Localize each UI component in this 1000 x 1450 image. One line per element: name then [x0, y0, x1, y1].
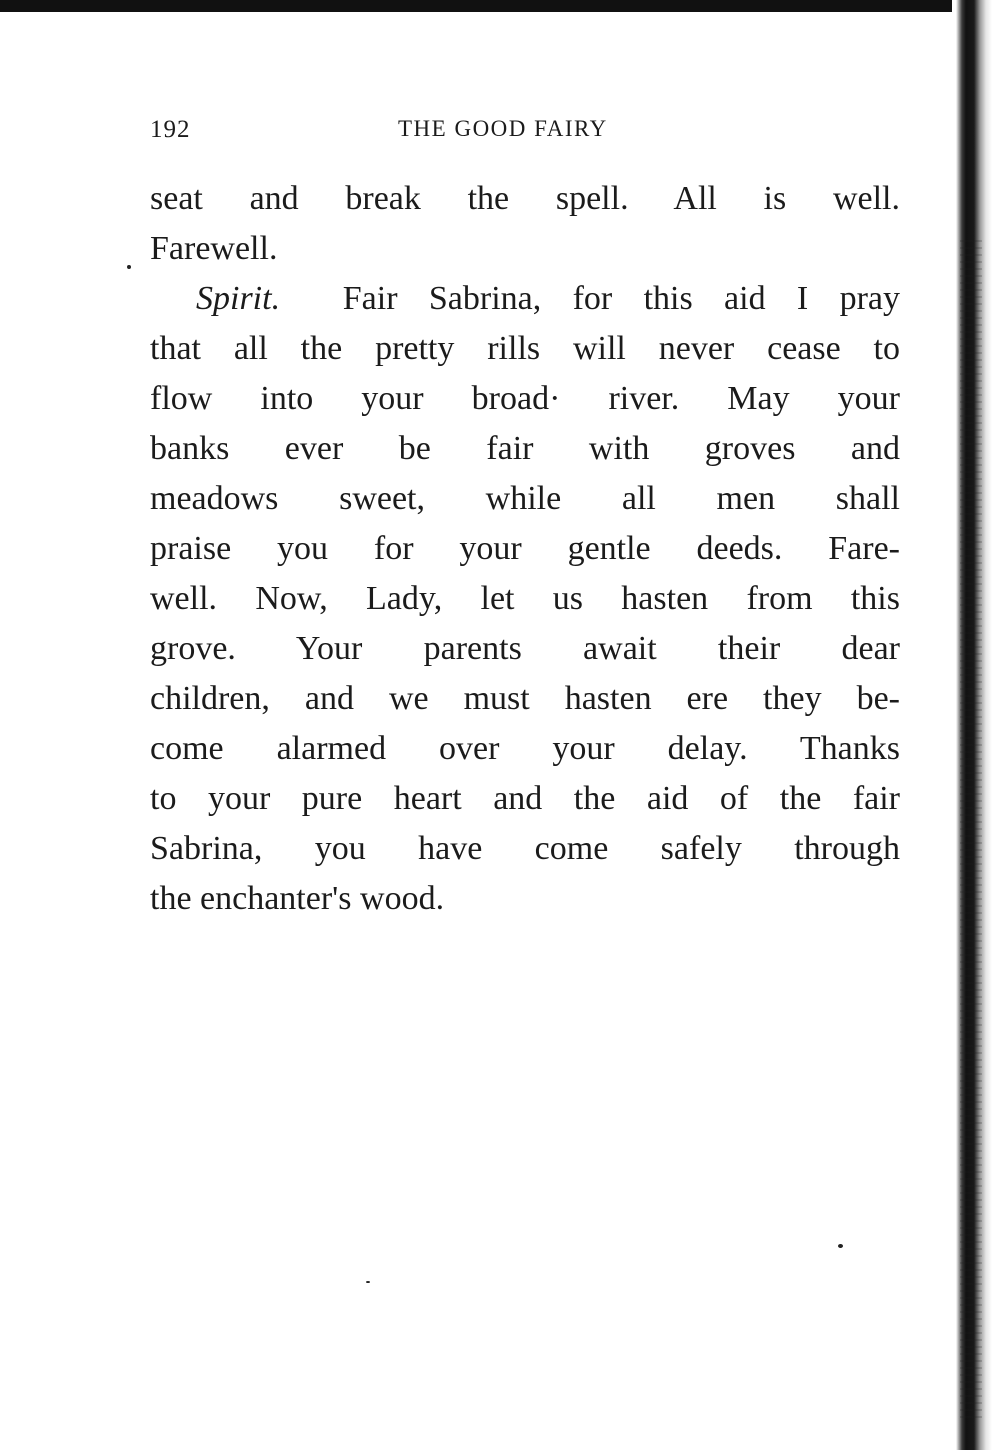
text-line-rest: Fair Sabrina, for this aid I pray — [342, 280, 900, 317]
running-header — [150, 112, 900, 152]
text-line: come alarmed over your delay. Thanks — [150, 730, 900, 767]
page-top-shadow — [0, 0, 1000, 12]
gutter-noise — [960, 240, 982, 1420]
text-line: Farewell. — [150, 230, 278, 267]
page-number: 192 — [150, 116, 191, 143]
text-line: grove. Your parents await their dear — [150, 630, 900, 667]
text-line: children, and we must hasten ere they be- — [150, 680, 900, 717]
text-line: banks ever be fair with groves and — [150, 430, 900, 467]
text-line: the enchanter's wood. — [150, 880, 445, 917]
text-line: meadows sweet, while all men shall — [150, 480, 900, 517]
body-text — [150, 174, 900, 924]
print-speck — [366, 1281, 370, 1283]
text-line: flow into your broad· river. May your — [150, 380, 900, 417]
text-line: Sabrina, you have come safely through — [150, 830, 900, 867]
text-line: seat and break the spell. All is well. — [150, 180, 900, 217]
book-title: THE GOOD FAIRY — [398, 116, 608, 141]
print-speck — [838, 1244, 843, 1248]
text-line: praise you for your gentle deeds. Fare- — [150, 530, 900, 567]
speaker-name: Spirit. — [196, 280, 281, 317]
text-line — [150, 274, 900, 324]
text-line: to your pure heart and the aid of the fair — [150, 780, 900, 817]
text-line: well. Now, Lady, let us hasten from this — [150, 580, 900, 617]
text-line: that all the pretty rills will never cease to — [150, 330, 900, 367]
print-speck — [127, 265, 131, 269]
